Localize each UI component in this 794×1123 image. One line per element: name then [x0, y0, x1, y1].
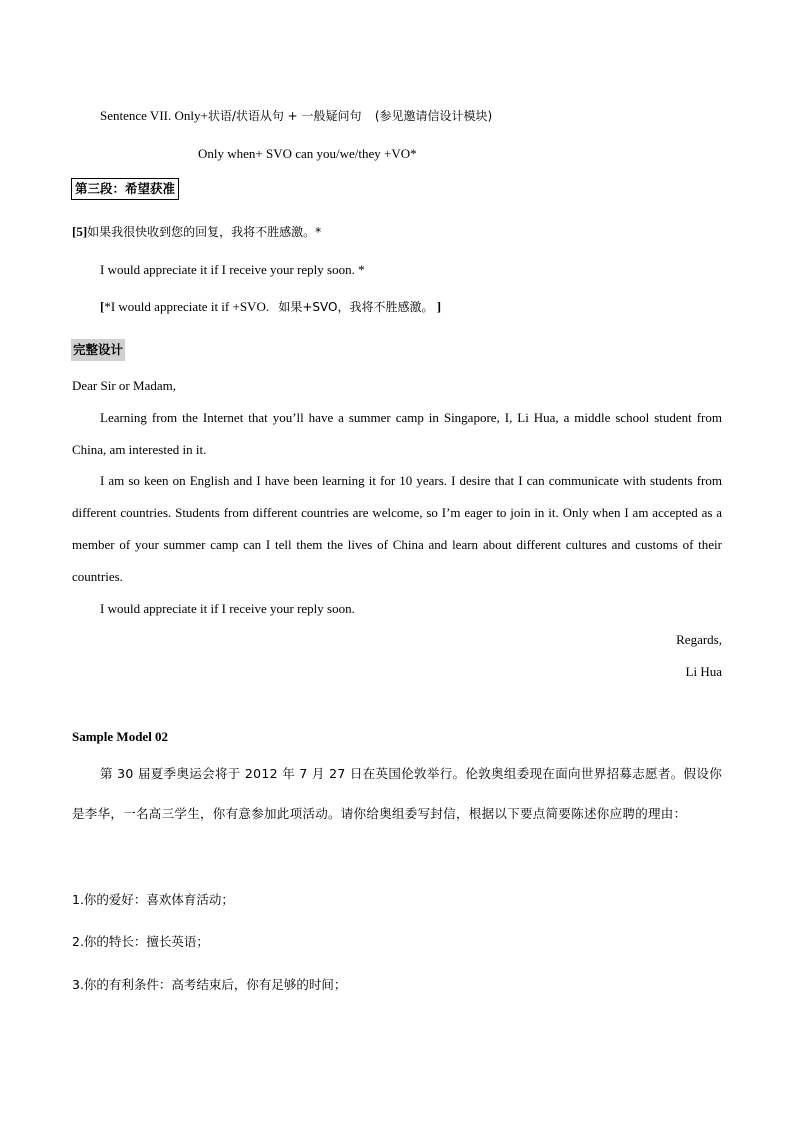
item-5-line — [72, 223, 321, 241]
template-line — [100, 298, 441, 316]
template-chinese: 如果+SVO，我将不胜感激。 — [278, 300, 434, 314]
sentence-7-line — [100, 107, 492, 125]
requirement-item-3: 3.你的有利条件：高考结束后，你有足够的时间； — [72, 977, 347, 992]
sentence-7-structure: 状语/状语从句 + 一般疑问句 — [207, 109, 362, 123]
item-5-chinese: 如果我很快收到您的回复，我将不胜感激。* — [87, 225, 322, 239]
letter-signature: Li Hua — [685, 664, 722, 679]
section-3-heading: 第三段：希望获准 — [71, 178, 179, 200]
requirement-item-1: 1.你的爱好：喜欢体育活动； — [72, 892, 234, 907]
template-open-bracket: [ — [100, 299, 105, 314]
sample-model-title: Sample Model 02 — [72, 729, 169, 744]
sentence-7-reference: (参见邀请信设计模块) — [374, 109, 493, 123]
letter-closing: Regards, — [676, 632, 722, 647]
requirement-item-2: 2.你的特长：擅长英语； — [72, 934, 209, 949]
template-english: *I would appreciate it if +SVO. — [104, 299, 270, 314]
letter-paragraph-1: Learning from the Internet that you’ll have a summer camp in Singapore, I, Li Hua, a middle school student from China, am interested in it. — [72, 410, 722, 457]
item-5-english: I would appreciate it if I receive your reply soon. * — [100, 262, 365, 277]
letter-paragraph-3: I would appreciate it if I receive your reply soon. — [100, 601, 355, 616]
template-close-bracket: ] — [436, 299, 442, 314]
sentence-7-prefix: Sentence VII. Only+ — [100, 108, 208, 123]
letter-paragraph-2: I am so keen on English and I have been learning it for 10 years. I desire that I can communicate with students from different countries. Students from different countries are welcome, so I’m eager to join in it. Only when I am accepted as a member of your summer camp can I tell them the lives of China and learn about different cultures and customs of their countries. — [72, 473, 722, 584]
sample-2-prompt: 第 30 届夏季奥运会将于 2012 年 7 月 27 日在英国伦敦举行。伦敦奥组委现在面向世界招募志愿者。假设你是李华，一名高三学生，你有意参加此项活动。请你给奥组委写封信，根据以下要点简要陈述你应聘的理由： — [72, 766, 722, 821]
complete-design-heading: 完整设计 — [71, 339, 125, 361]
sentence-7-formula: Only when+ SVO can you/we/they +VO* — [198, 146, 417, 161]
item-5-number: [5] — [72, 224, 88, 239]
letter-salutation: Dear Sir or Madam, — [72, 378, 176, 393]
